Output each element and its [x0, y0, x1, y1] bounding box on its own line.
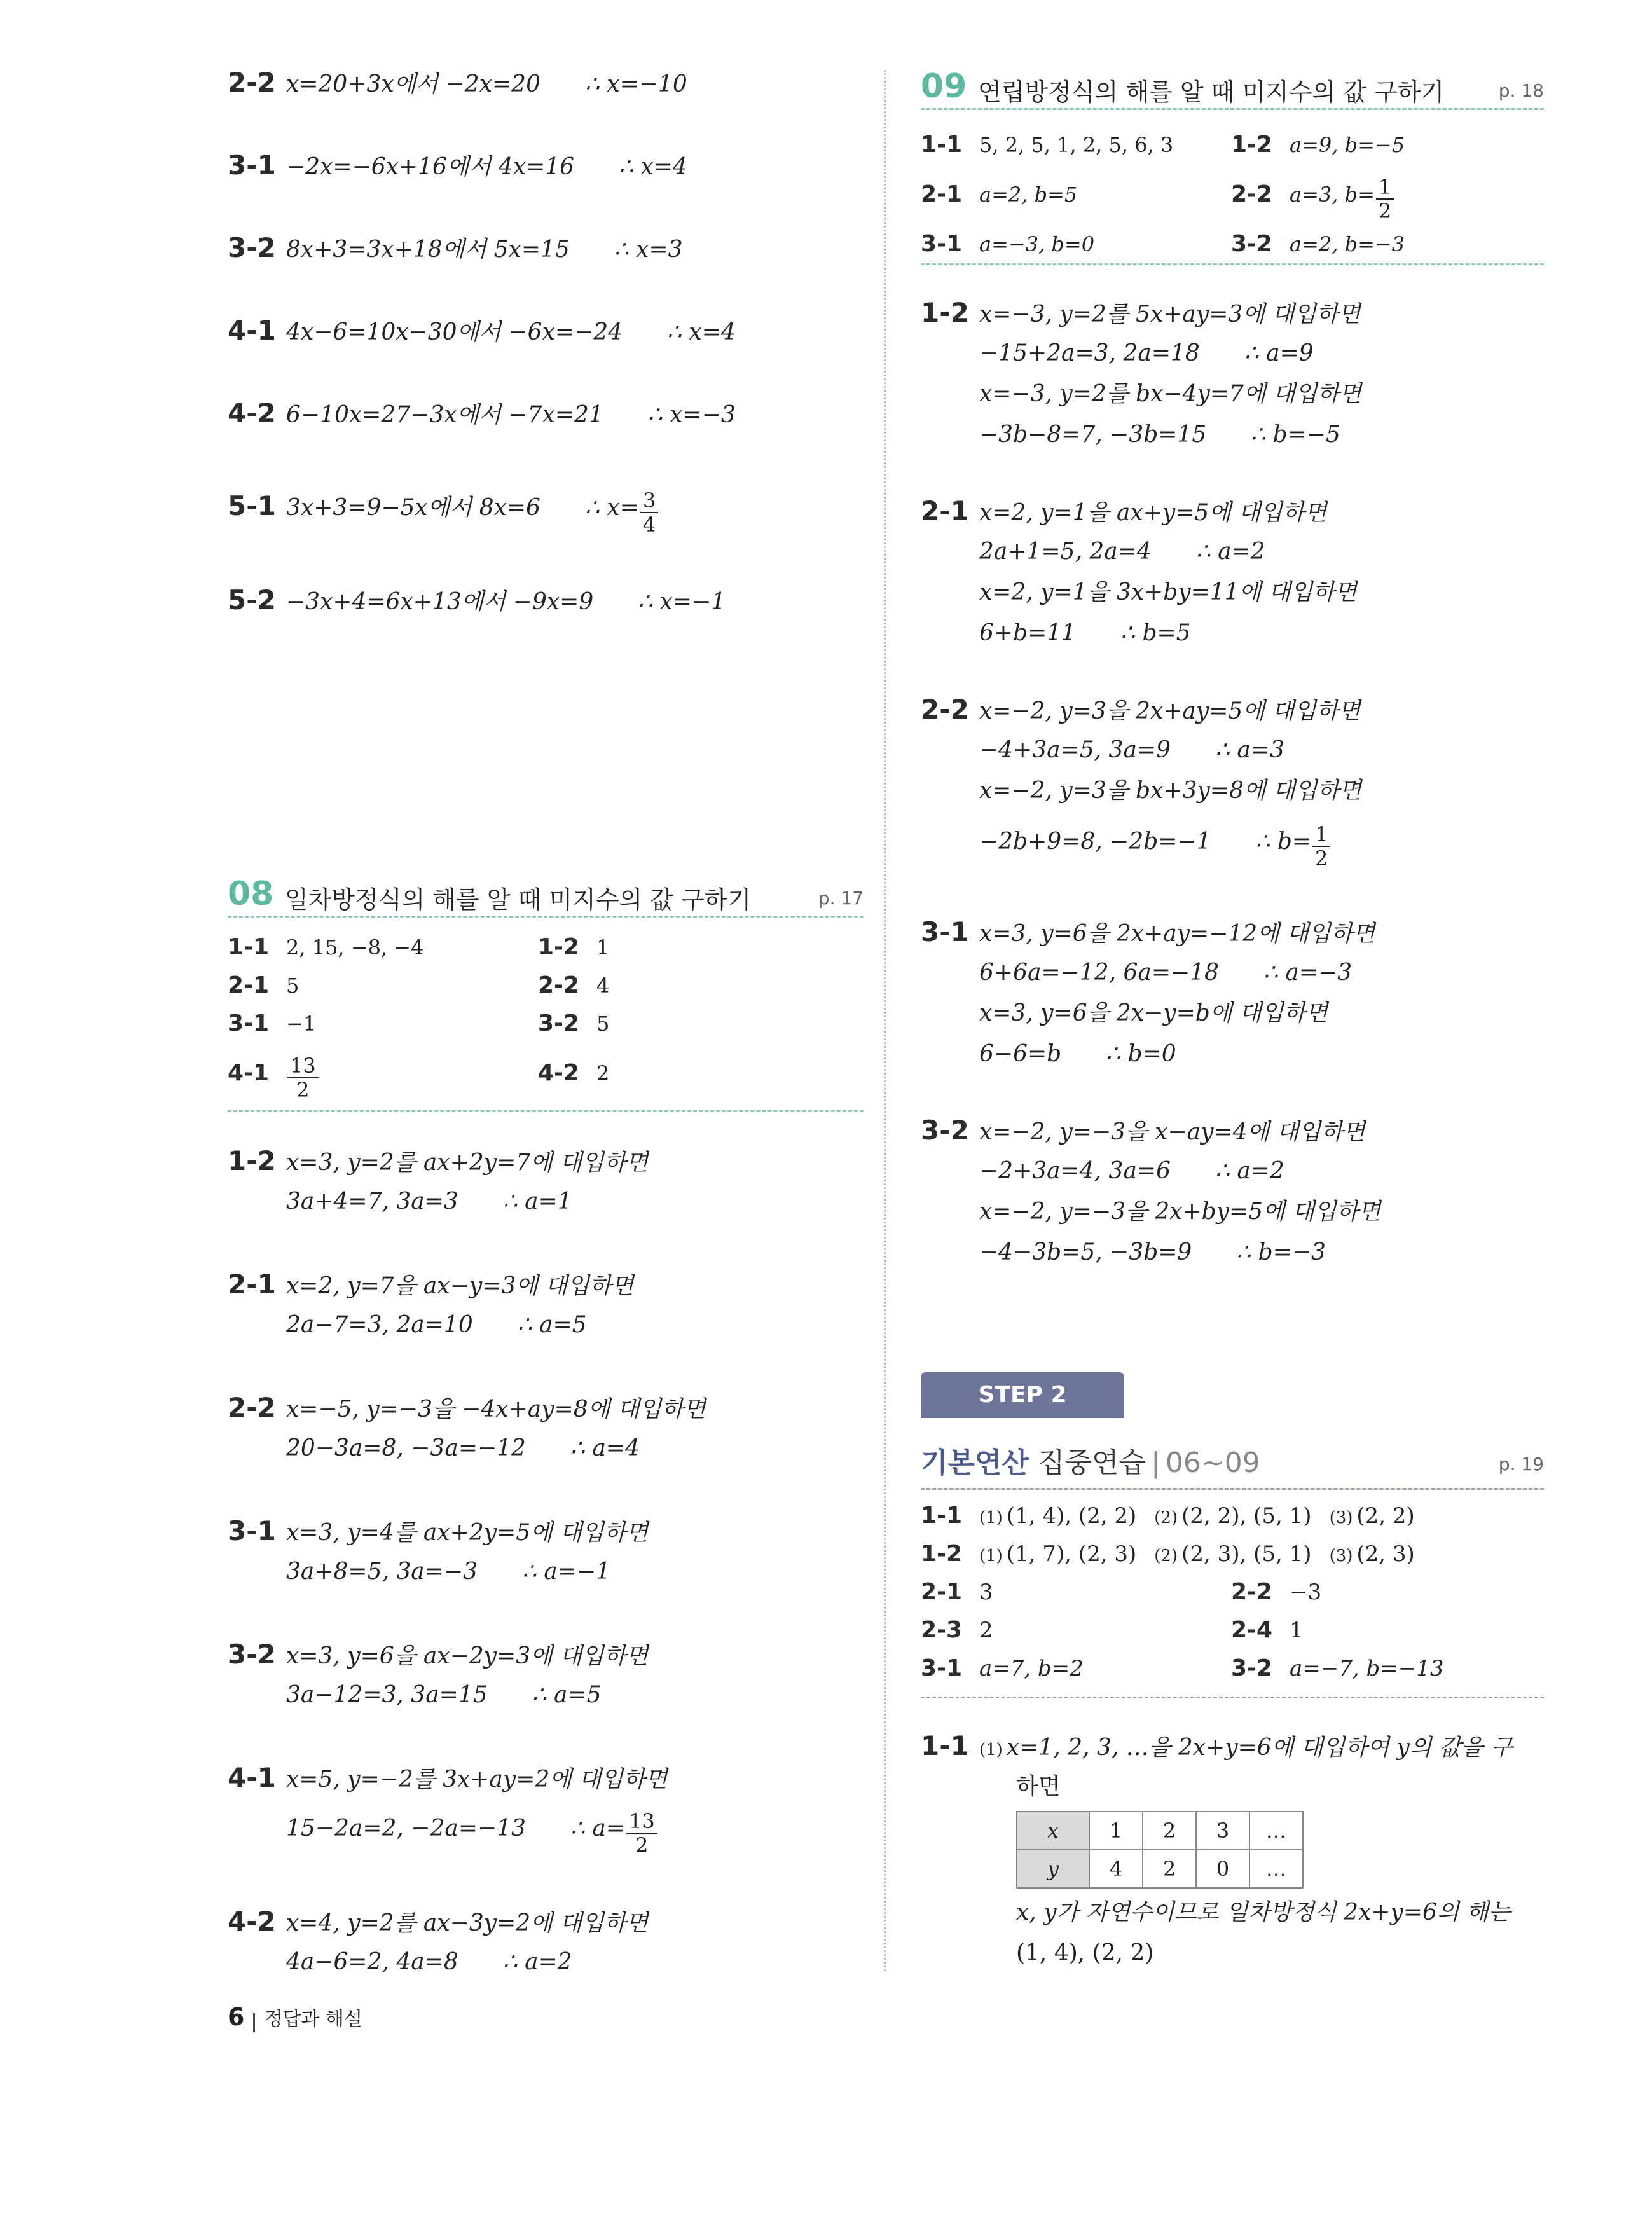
dashed-separator — [921, 263, 1544, 265]
answer-value: (2, 3) — [1356, 1541, 1415, 1567]
part-number: (1) — [979, 1740, 1003, 1759]
answer-label: 3-1 — [921, 231, 963, 257]
solution-line: 6+6a=−12, 6a=−18 — [979, 960, 1219, 986]
answer-label: 3-2 — [538, 1010, 580, 1036]
answer-label: 2-2 — [1231, 1579, 1273, 1605]
problem-label: 2-1 — [921, 495, 969, 527]
answer-value: a=2, b=−3 — [1290, 232, 1405, 256]
fraction-denominator: 2 — [1378, 198, 1392, 223]
page-reference: p. 18 — [1498, 80, 1544, 101]
y-value: … — [1249, 1850, 1303, 1888]
column-divider — [884, 70, 886, 1971]
problem-label: 3-2 — [228, 1639, 276, 1670]
solution-line: (1, 4), (2, 2) — [1016, 1940, 1154, 1966]
dashed-separator — [921, 1697, 1544, 1698]
step-2-solution-1-1 — [921, 1726, 1513, 1974]
fraction — [1376, 174, 1394, 223]
answer-value: (1, 7), (2, 3) — [1006, 1541, 1137, 1567]
answer-label: 1-1 — [228, 934, 270, 960]
page-footer — [228, 2003, 362, 2032]
answer-row — [921, 1649, 1544, 1688]
solution-line: −15+2a=3, 2a=18 — [979, 340, 1200, 366]
fraction-numerator: 3 — [640, 490, 658, 513]
x-value: 1 — [1089, 1812, 1143, 1850]
solution-line: x=3, y=2를 ax+2y=7에 대입하면 — [286, 1150, 649, 1176]
solution-result: ∴ x=−3 — [647, 402, 736, 428]
x-row — [1017, 1812, 1303, 1850]
answer-label: 3-1 — [921, 1655, 963, 1681]
problem-label: 3-2 — [228, 232, 276, 263]
x-value: … — [1249, 1812, 1303, 1850]
problem-label: 5-1 — [228, 490, 276, 521]
answer-label: 2-1 — [921, 1579, 963, 1605]
solution-line: 2a+1=5, 2a=4 — [979, 539, 1152, 565]
solution-line: x=−2, y=−3을 2x+by=5에 대입하면 — [979, 1199, 1381, 1225]
problem-label: 2-1 — [228, 1269, 276, 1300]
title-range: 06~09 — [1165, 1447, 1260, 1479]
solution-result: ∴ a=2 — [502, 1949, 572, 1975]
solution-line: −2b+9=8, −2b=−1 — [979, 829, 1211, 855]
section-08-answers — [228, 928, 864, 1104]
y-row — [1017, 1850, 1303, 1888]
solution-line: x=3, y=6을 2x+ay=−12에 대입하면 — [979, 921, 1375, 947]
section-09-answers — [921, 121, 1544, 268]
solution-08-4-1 — [228, 1758, 668, 1859]
solution-line: 20−3a=8, −3a=−12 — [286, 1435, 526, 1461]
solution-result: ∴ a=5 — [532, 1682, 602, 1708]
answer-row — [921, 220, 1544, 268]
dashed-separator — [921, 1488, 1544, 1490]
solution-line: x=−2, y=−3을 x−ay=4에 대입하면 — [979, 1119, 1365, 1145]
solution-line: x=4, y=2를 ax−3y=2에 대입하면 — [286, 1910, 649, 1936]
solution-result: ∴ x=4 — [667, 319, 736, 345]
x-value: 2 — [1143, 1812, 1196, 1850]
solution-line: x=−2, y=3을 bx+3y=8에 대입하면 — [979, 778, 1362, 804]
y-header: y — [1017, 1850, 1089, 1888]
solution-result: ∴ a=2 — [1195, 539, 1265, 565]
solution-line: x=−2, y=3을 2x+ay=5에 대입하면 — [979, 698, 1361, 724]
answer-label: 2-3 — [921, 1617, 963, 1643]
answer-label: 2-1 — [921, 181, 963, 207]
solution-line: x=−5, y=−3을 −4x+ay=8에 대입하면 — [286, 1396, 706, 1422]
xy-table-wrapper — [921, 1807, 1513, 1892]
solution-4-1 — [228, 310, 736, 351]
solution-3-1 — [228, 145, 687, 186]
answer-value: a=9, b=−5 — [1290, 133, 1405, 157]
page-reference: p. 17 — [818, 888, 864, 909]
answer-label: 1-2 — [921, 1541, 963, 1567]
answer-value: −3 — [1290, 1580, 1322, 1605]
answer-row — [921, 1535, 1544, 1573]
solution-result: ∴ a=−1 — [522, 1559, 611, 1585]
answer-value: 1 — [596, 935, 610, 960]
section-number: 08 — [228, 875, 274, 913]
answer-value: 2 — [596, 1061, 610, 1085]
answer-value: a=7, b=2 — [979, 1656, 1084, 1681]
solution-result: ∴ a=2 — [1215, 1158, 1284, 1184]
fraction — [626, 1808, 657, 1857]
part-number: (1) — [979, 1546, 1003, 1566]
solution-line: 3a+8=5, 3a=−3 — [286, 1559, 478, 1585]
solution-line: x, y가 자연수이므로 일차방정식 2x+y=6의 해는 — [1016, 1899, 1511, 1925]
solution-3-2 — [228, 228, 683, 268]
solution-result: ∴ a=3 — [1215, 737, 1284, 763]
problem-label: 2-2 — [228, 67, 276, 98]
answer-value: a=−3, b=0 — [979, 232, 1095, 256]
solution-line: 15−2a=2, −2a=−13 — [286, 1815, 526, 1841]
answer-label: 3-2 — [1231, 1655, 1273, 1681]
step-2-answers — [921, 1497, 1544, 1688]
solution-result: ∴ x=−10 — [585, 71, 687, 97]
solution-08-3-2 — [228, 1634, 648, 1716]
section-title: 연립방정식의 해를 알 때 미지수의 값 구하기 — [978, 78, 1445, 106]
solution-result: ∴ a=5 — [517, 1312, 587, 1338]
dashed-separator — [228, 1110, 864, 1112]
answer-row — [921, 169, 1544, 223]
xy-table — [1016, 1811, 1304, 1889]
title-separator: | — [1151, 1447, 1160, 1479]
title-bold: 기본연산 — [921, 1447, 1029, 1479]
part-number: (3) — [1329, 1546, 1353, 1566]
solution-result: ∴ a=−3 — [1263, 960, 1353, 986]
solution-line: 2a−7=3, 2a=10 — [286, 1312, 473, 1338]
solution-line: x=3, y=6을 2x−y=b에 대입하면 — [979, 1000, 1328, 1026]
fraction-numerator: 13 — [287, 1056, 319, 1078]
solution-text: x=20+3x에서 −2x=20 — [286, 71, 540, 97]
solution-4-2 — [228, 393, 736, 434]
solution-08-2-2 — [228, 1387, 706, 1469]
solution-result: ∴ a=4 — [570, 1435, 640, 1461]
fraction-numerator: 1 — [1312, 824, 1330, 847]
answer-row — [921, 1497, 1544, 1535]
answer-row — [228, 1005, 864, 1043]
solution-result: ∴ b=5 — [1120, 620, 1191, 646]
fraction — [640, 490, 658, 535]
solution-09-3-1 — [921, 912, 1375, 1075]
solution-line: x=−3, y=2를 5x+ay=3에 대입하면 — [979, 301, 1361, 327]
problem-label: 4-1 — [228, 1762, 276, 1793]
solution-line: x=−3, y=2를 bx−4y=7에 대입하면 — [979, 381, 1362, 407]
part-number: (2) — [1154, 1508, 1178, 1527]
problem-label: 3-2 — [921, 1115, 969, 1146]
solution-line: 6+b=11 — [979, 620, 1077, 646]
solution-result: ∴ x=−1 — [638, 589, 726, 615]
answer-label: 4-1 — [228, 1060, 270, 1086]
solution-result: ∴ x=4 — [619, 154, 687, 180]
solution-result: ∴ a= — [570, 1815, 625, 1841]
answer-label: 2-4 — [1231, 1617, 1273, 1643]
answer-value: 5, 2, 5, 1, 2, 5, 6, 3 — [979, 133, 1174, 157]
solution-08-4-2 — [228, 1901, 648, 1983]
solution-09-2-1 — [921, 491, 1357, 654]
problem-label: 1-2 — [921, 297, 969, 328]
step-2-title — [921, 1440, 1260, 1480]
problem-label: 4-2 — [228, 1906, 276, 1937]
part-number: (1) — [979, 1508, 1003, 1527]
answer-label: 2-1 — [228, 972, 270, 998]
solution-text: 4x−6=10x−30에서 −6x=−24 — [286, 319, 623, 345]
y-value: 0 — [1196, 1850, 1249, 1888]
solution-line: x=2, y=7을 ax−y=3에 대입하면 — [286, 1273, 634, 1299]
solution-result: ∴ x= — [585, 495, 639, 521]
answer-value: a=2, b=5 — [979, 182, 1078, 207]
footer-title: 정답과 해설 — [264, 2008, 362, 2030]
solution-text: 3x+3=9−5x에서 8x=6 — [286, 495, 540, 521]
answer-value: 5 — [596, 1012, 610, 1036]
answer-value: 2 — [979, 1618, 993, 1643]
answer-row — [228, 928, 864, 967]
fraction-denominator: 2 — [635, 1833, 649, 1857]
answer-value: 3 — [979, 1580, 993, 1605]
answer-label: 1-1 — [921, 132, 963, 158]
part-number: (2) — [1154, 1546, 1178, 1566]
solution-line: −2+3a=4, 3a=6 — [979, 1158, 1171, 1184]
solution-line: −4−3b=5, −3b=9 — [979, 1239, 1192, 1265]
answer-label: 1-2 — [538, 934, 580, 960]
fraction-denominator: 2 — [296, 1077, 310, 1102]
problem-label: 4-1 — [228, 315, 276, 346]
answer-label: 2-2 — [538, 972, 580, 998]
problem-label: 3-1 — [228, 1515, 276, 1546]
solution-text: 8x+3=3x+18에서 5x=15 — [286, 237, 570, 263]
answer-value: (2, 2) — [1356, 1503, 1415, 1529]
solution-text: −3x+4=6x+13에서 −9x=9 — [286, 589, 594, 615]
fraction — [287, 1053, 319, 1102]
answer-value: −1 — [286, 1012, 317, 1036]
title-rest: 집중연습 — [1038, 1447, 1146, 1479]
section-09-header — [921, 64, 1544, 110]
solution-line: 3a+4=7, 3a=3 — [286, 1188, 458, 1215]
solution-09-1-2 — [921, 293, 1361, 455]
answer-label: 1-2 — [1231, 132, 1273, 158]
solution-result: ∴ b=−5 — [1251, 422, 1340, 448]
answer-label: 3-2 — [1231, 231, 1273, 257]
answer-value: a=3, b= — [1290, 182, 1375, 207]
problem-label: 2-2 — [228, 1392, 276, 1423]
solution-text: −2x=−6x+16에서 4x=16 — [286, 154, 575, 180]
answer-row — [921, 1611, 1544, 1649]
fraction-denominator: 2 — [1315, 846, 1328, 871]
section-number: 09 — [921, 67, 967, 106]
page-number: 6 — [228, 2003, 245, 2031]
x-value: 3 — [1196, 1812, 1249, 1850]
answer-value: (2, 3), (5, 1) — [1181, 1541, 1312, 1567]
answer-value: 1 — [1290, 1618, 1304, 1643]
answer-value: 4 — [596, 974, 610, 998]
solution-line: x=1, 2, 3, …을 2x+y=6에 대입하여 y의 값을 구 — [1006, 1735, 1513, 1761]
solution-line: x=3, y=4를 ax+2y=5에 대입하면 — [286, 1520, 649, 1546]
solution-line: x=2, y=1을 ax+y=5에 대입하면 — [979, 500, 1327, 526]
solution-line: 6−6=b — [979, 1041, 1062, 1067]
solution-line: 3a−12=3, 3a=15 — [286, 1682, 488, 1708]
footer-separator — [253, 2013, 255, 2032]
solution-line: 하면 — [1016, 1773, 1061, 1800]
problem-label: 2-2 — [921, 694, 969, 725]
solution-08-1-2 — [228, 1141, 648, 1222]
solution-line: x=2, y=1을 3x+by=11에 대입하면 — [979, 579, 1357, 605]
answer-label: 4-2 — [538, 1060, 580, 1086]
solution-08-2-1 — [228, 1264, 634, 1346]
answer-value: (1, 4), (2, 2) — [1006, 1503, 1137, 1529]
answer-label: 1-1 — [921, 1503, 963, 1529]
solution-line: −3b−8=7, −3b=15 — [979, 422, 1207, 448]
part-number: (3) — [1329, 1508, 1353, 1527]
problem-label: 4-2 — [228, 397, 276, 429]
y-value: 4 — [1089, 1850, 1143, 1888]
problem-label: 1-2 — [228, 1145, 276, 1176]
solution-result: ∴ a=1 — [502, 1188, 572, 1215]
solution-2-2 — [228, 62, 687, 103]
step-2-tab: STEP 2 — [921, 1372, 1124, 1418]
problem-label: 3-1 — [228, 149, 276, 181]
solution-5-1 — [228, 486, 659, 537]
problem-label: 1-1 — [921, 1730, 969, 1761]
x-header: x — [1017, 1812, 1089, 1850]
answer-row — [228, 1043, 864, 1104]
fraction-numerator: 1 — [1376, 177, 1394, 200]
answer-value: a=−7, b=−13 — [1290, 1656, 1444, 1681]
solution-line: −4+3a=5, 3a=9 — [979, 737, 1171, 763]
solution-result: ∴ x=3 — [614, 237, 683, 263]
y-value: 2 — [1143, 1850, 1196, 1888]
answer-value: 2, 15, −8, −4 — [286, 935, 424, 960]
solution-result: ∴ b=−3 — [1236, 1239, 1326, 1265]
fraction — [1312, 824, 1330, 869]
section-08-header — [228, 871, 864, 918]
solution-5-2 — [228, 580, 726, 621]
answer-label: 3-1 — [228, 1010, 270, 1036]
page-reference: p. 19 — [1498, 1454, 1544, 1475]
solution-result: ∴ b=0 — [1106, 1041, 1176, 1067]
fraction-denominator: 4 — [642, 512, 656, 537]
answer-row — [921, 1573, 1544, 1611]
answer-row — [921, 121, 1544, 169]
answer-row — [228, 967, 864, 1005]
problem-label: 3-1 — [921, 916, 969, 947]
answer-label: 2-2 — [1231, 181, 1273, 207]
solution-result: ∴ a=9 — [1244, 340, 1314, 366]
answer-value: 5 — [286, 974, 299, 998]
solution-09-2-2 — [921, 689, 1361, 872]
solution-line: x=3, y=6을 ax−2y=3에 대입하면 — [286, 1643, 649, 1669]
solution-line: x=5, y=−2를 3x+ay=2에 대입하면 — [286, 1766, 668, 1793]
solution-08-3-1 — [228, 1511, 648, 1592]
solution-text: 6−10x=27−3x에서 −7x=21 — [286, 402, 603, 428]
solution-line: 4a−6=2, 4a=8 — [286, 1949, 458, 1975]
problem-label: 5-2 — [228, 584, 276, 616]
section-title: 일차방정식의 해를 알 때 미지수의 값 구하기 — [285, 886, 752, 914]
fraction-numerator: 13 — [626, 1811, 657, 1834]
solution-result: ∴ b= — [1255, 829, 1312, 855]
solution-09-3-2 — [921, 1110, 1380, 1273]
answer-value: (2, 2), (5, 1) — [1181, 1503, 1312, 1529]
